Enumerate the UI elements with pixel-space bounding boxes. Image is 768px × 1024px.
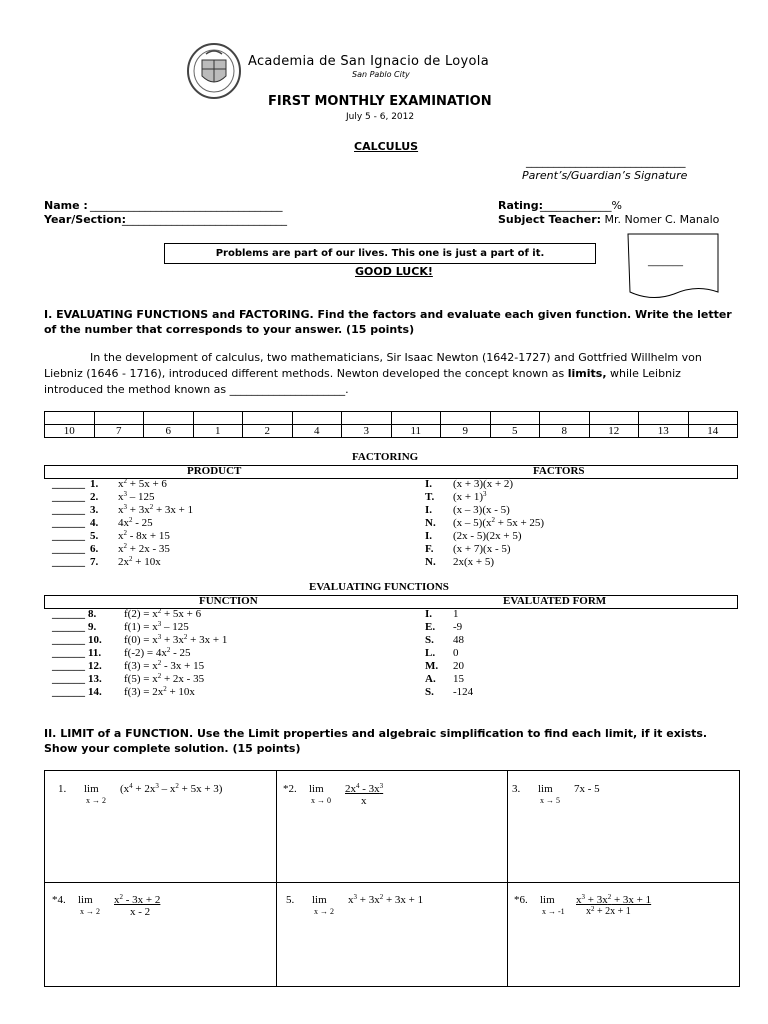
grid-blank-cell[interactable] [688, 412, 738, 425]
factoring-expression: $x^3 - 125$ [118, 490, 155, 503]
evaluating-choice-value: 1 [453, 608, 459, 620]
limit-expression: $(x^4 + 2x^3 - x^2 + 5x + 3)$ [120, 782, 223, 795]
grid-blank-cell[interactable] [490, 412, 540, 425]
grid-blank-cell[interactable] [441, 412, 491, 425]
lim-subscript: x → 2 [80, 907, 100, 916]
function-header: FUNCTION [199, 595, 258, 607]
grid-number: 2 [243, 425, 293, 438]
name-label: Name : [44, 199, 88, 212]
grid-number: 7 [94, 425, 144, 438]
problem-number: 1. [58, 783, 67, 795]
evaluating-item-number: 11. [88, 647, 102, 659]
fraction-numerator: $x^2 - 3x + 2$ [114, 893, 161, 906]
factoring-expression: $x^3 + 3x^2 + 3x + 1$ [118, 503, 194, 516]
grid-blank-cell[interactable] [391, 412, 441, 425]
evaluating-choice-letter: L. [425, 647, 436, 659]
answer-number-grid [44, 411, 738, 438]
factoring-item-number: 5. [90, 530, 99, 542]
factoring-item-number: 6. [90, 543, 99, 555]
grid-blank-cell[interactable] [144, 412, 194, 425]
lim-subscript: x → -1 [542, 907, 565, 916]
grid-blank-cell[interactable] [193, 412, 243, 425]
teacher-name: Mr. Nomer C. Manalo [601, 213, 720, 226]
fraction-numerator: $x^3 + 3x^2 + 3x + 1$ [576, 893, 652, 906]
grid-number: 5 [490, 425, 540, 438]
year-section-label: Year/Section: [44, 213, 127, 226]
grid-blank-cell[interactable] [342, 412, 392, 425]
factoring-choice-value: $(x + 1)^3$ [453, 490, 487, 503]
factoring-item-number: 7. [90, 556, 99, 568]
rating-line[interactable]: _____________% [540, 199, 622, 212]
evaluating-answer-blank[interactable]: ______ [52, 686, 85, 698]
factoring-answer-blank[interactable]: ______ [52, 491, 85, 503]
evaluating-choice-letter: E. [425, 621, 436, 633]
part1-paragraph [44, 350, 738, 398]
score-line[interactable]: _______ [648, 256, 683, 267]
grid-blank-cell[interactable] [45, 412, 95, 425]
factoring-answer-blank[interactable]: ______ [52, 530, 85, 542]
factoring-choice-value: (x + 3)(x + 2) [453, 478, 514, 490]
good-luck: GOOD LUCK! [355, 265, 433, 278]
evaluating-choice-letter: A. [425, 673, 436, 685]
grid-number: 13 [639, 425, 689, 438]
evaluating-answer-blank[interactable]: ______ [52, 608, 85, 620]
factoring-answer-blank[interactable]: ______ [52, 517, 85, 529]
factoring-choice-value: (2x - 5)(2x + 5) [453, 530, 522, 542]
factoring-choice-letter: I. [425, 530, 433, 542]
grid-blank-cell[interactable] [94, 412, 144, 425]
evaluating-expression: $f(2) = x^2 + 5x + 6$ [124, 607, 202, 620]
limit-problems-grid [44, 770, 740, 987]
evaluating-choice-value: 15 [453, 673, 464, 685]
evaluating-expression: $f(3) = 2x^2 + 10x$ [124, 685, 195, 698]
fraction-numerator: $2x^4 - 3x^3$ [345, 782, 384, 795]
evaluated-form-header: EVALUATED FORM [503, 595, 607, 607]
subject-title: CALCULUS [354, 140, 419, 153]
evaluating-expression: $f(5) = x^2 + 2x - 35$ [124, 672, 205, 685]
school-seal [186, 42, 242, 100]
factoring-answer-blank[interactable]: ______ [52, 478, 85, 490]
grid-number: 3 [342, 425, 392, 438]
grid-blank-cell[interactable] [639, 412, 689, 425]
evaluating-header [44, 595, 738, 609]
grid-number: 14 [688, 425, 738, 438]
factoring-choice-letter: I. [425, 504, 433, 516]
product-header: PRODUCT [187, 465, 242, 477]
problem-number: *6. [514, 894, 528, 906]
evaluating-answer-blank[interactable]: ______ [52, 647, 85, 659]
limit-expression: $x^3 + 3x^2 + 3x + 1$ [348, 893, 424, 906]
factoring-choice-value: (x + 7)(x - 5) [453, 543, 511, 555]
signature-label: Parent’s/Guardian’s Signature [522, 169, 688, 182]
lim-word: lim [312, 894, 327, 906]
grid-blank-cell[interactable] [243, 412, 293, 425]
lim-subscript: x → 0 [311, 796, 331, 805]
fraction-denominator: x [361, 795, 367, 807]
para-bold: limits, [567, 367, 607, 380]
factoring-expression: $x^2 + 5x + 6$ [118, 477, 167, 490]
lim-subscript: x → 2 [314, 907, 334, 916]
part2-instruction: II. LIMIT of a FUNCTION. Use the Limit properties and algebraic simplification to find each limit, if it exists. Show your complete solution. (15 points) [44, 727, 708, 755]
motto-text: Problems are part of our lives. This one is just a part of it. [215, 248, 545, 259]
factoring-expression: $x^2 - 8x + 15$ [118, 529, 170, 542]
factoring-choice-value: (x – 3)(x - 5) [453, 504, 510, 516]
factoring-item-number: 1. [90, 478, 99, 490]
factoring-choice-letter: N. [425, 556, 436, 568]
lim-word: lim [309, 783, 324, 795]
evaluating-answer-blank[interactable]: ______ [52, 673, 85, 685]
factoring-item-number: 4. [90, 517, 99, 529]
evaluating-choice-value: 0 [453, 647, 459, 659]
evaluating-choice-letter: S. [425, 634, 434, 646]
factoring-choice-letter: I. [425, 478, 433, 490]
evaluating-answer-blank[interactable]: ______ [52, 634, 85, 646]
evaluating-item-number: 13. [88, 673, 102, 685]
grid-blank-cell[interactable] [589, 412, 639, 425]
rating-label: Rating: [498, 199, 544, 212]
grid-number: 9 [441, 425, 491, 438]
factoring-choice-value: 2x(x + 5) [453, 556, 495, 568]
school-name: Academia de San Ignacio de Loyola [248, 54, 489, 69]
factors-header: FACTORS [533, 465, 585, 477]
factoring-item-number: 2. [90, 491, 99, 503]
evaluating-choice-letter: M. [425, 660, 439, 672]
lim-subscript: x → 5 [540, 796, 560, 805]
factoring-expression: $4x^2 - 25$ [118, 516, 153, 529]
problem-number: *4. [52, 894, 66, 906]
evaluating-expression: $f(-2) = 4x^2 - 25$ [124, 646, 191, 659]
evaluating-choice-value: -9 [453, 621, 463, 633]
factoring-header [44, 465, 738, 479]
grid-number: 12 [589, 425, 639, 438]
fraction-denominator: x - 2 [130, 906, 151, 918]
year-section-line[interactable]: ______________________________ [122, 213, 287, 226]
para-part2: while Leibniz introduced the method known as _____________________. [44, 367, 681, 396]
grid-number: 10 [45, 425, 95, 438]
grid-number: 11 [391, 425, 441, 438]
evaluating-choice-letter: I. [425, 608, 433, 620]
problem-number: *2. [283, 783, 297, 795]
evaluating-choice-value: -124 [453, 686, 474, 698]
factoring-expression: $x^2 + 2x - 35$ [118, 542, 170, 555]
evaluating-item-number: 8. [88, 608, 97, 620]
evaluating-item-number: 9. [88, 621, 97, 633]
grid-number: 4 [292, 425, 342, 438]
exam-title: FIRST MONTHLY EXAMINATION [268, 94, 492, 109]
grid-blank-cell[interactable] [540, 412, 590, 425]
motto-box [164, 243, 596, 264]
evaluating-item-number: 14. [88, 686, 102, 698]
evaluating-choice-value: 20 [453, 660, 464, 672]
signature-line: _____________________________ [526, 155, 686, 168]
school-city: San Pablo City [352, 70, 410, 79]
grid-number: 8 [540, 425, 590, 438]
lim-word: lim [540, 894, 555, 906]
factoring-expression: $2x^2 + 10x$ [118, 555, 161, 568]
evaluating-item-number: 12. [88, 660, 102, 672]
factoring-answer-blank[interactable]: ______ [52, 543, 85, 555]
lim-subscript: x → 2 [86, 796, 106, 805]
name-line[interactable]: ___________________________________ [90, 199, 283, 212]
evaluating-expression: $f(1) = x^3 - 125$ [124, 620, 189, 633]
lim-word: lim [538, 783, 553, 795]
part1-instruction: I. EVALUATING FUNCTIONS and FACTORING. Find the factors and evaluate each given function. Write the letter of the number that corresponds to your answer. (15 points) [44, 308, 732, 336]
problem-number: 3. [512, 783, 521, 795]
teacher-line [498, 213, 719, 226]
evaluating-expression: $f(0) = x^3 + 3x^2 + 3x + 1$ [124, 633, 228, 646]
factoring-answer-blank[interactable]: ______ [52, 556, 85, 568]
evaluating-choice-value: 48 [453, 634, 464, 646]
problem-number: 5. [286, 894, 295, 906]
evaluating-answer-blank[interactable]: ______ [52, 660, 85, 672]
evaluating-title: EVALUATING FUNCTIONS [309, 581, 449, 593]
factoring-choice-letter: F. [425, 543, 434, 555]
grid-number: 1 [193, 425, 243, 438]
evaluating-answer-blank[interactable]: ______ [52, 621, 85, 633]
grid-number-row [45, 425, 738, 438]
limit-expression: 7x - 5 [574, 783, 600, 795]
grid-number: 6 [144, 425, 194, 438]
lim-word: lim [84, 783, 99, 795]
factoring-choice-value: $(x - 5)(x^2 + 5x + 25)$ [453, 516, 545, 529]
factoring-answer-blank[interactable]: ______ [52, 504, 85, 516]
evaluating-item-number: 10. [88, 634, 102, 646]
evaluating-expression: $f(3) = x^2 - 3x + 15$ [124, 659, 205, 672]
para-part1: In the development of calculus, two mathematicians, Sir Isaac Newton (1642-1727) and Gottfried Willhelm von Liebniz (1646 - 1716), introduced different methods. Newton developed the concept known as [44, 351, 702, 380]
lim-word: lim [78, 894, 93, 906]
grid-blank-row [45, 412, 738, 425]
exam-date: July 5 - 6, 2012 [346, 112, 415, 122]
factoring-item-number: 3. [90, 504, 99, 516]
factoring-choice-letter: N. [425, 517, 436, 529]
score-box [626, 232, 726, 300]
evaluating-choice-letter: S. [425, 686, 434, 698]
teacher-label: Subject Teacher: [498, 213, 602, 226]
factoring-title: FACTORING [352, 451, 419, 463]
fraction-denominator: $x^2 + 2x + 1$ [586, 905, 631, 917]
factoring-choice-letter: T. [425, 491, 435, 503]
grid-blank-cell[interactable] [292, 412, 342, 425]
